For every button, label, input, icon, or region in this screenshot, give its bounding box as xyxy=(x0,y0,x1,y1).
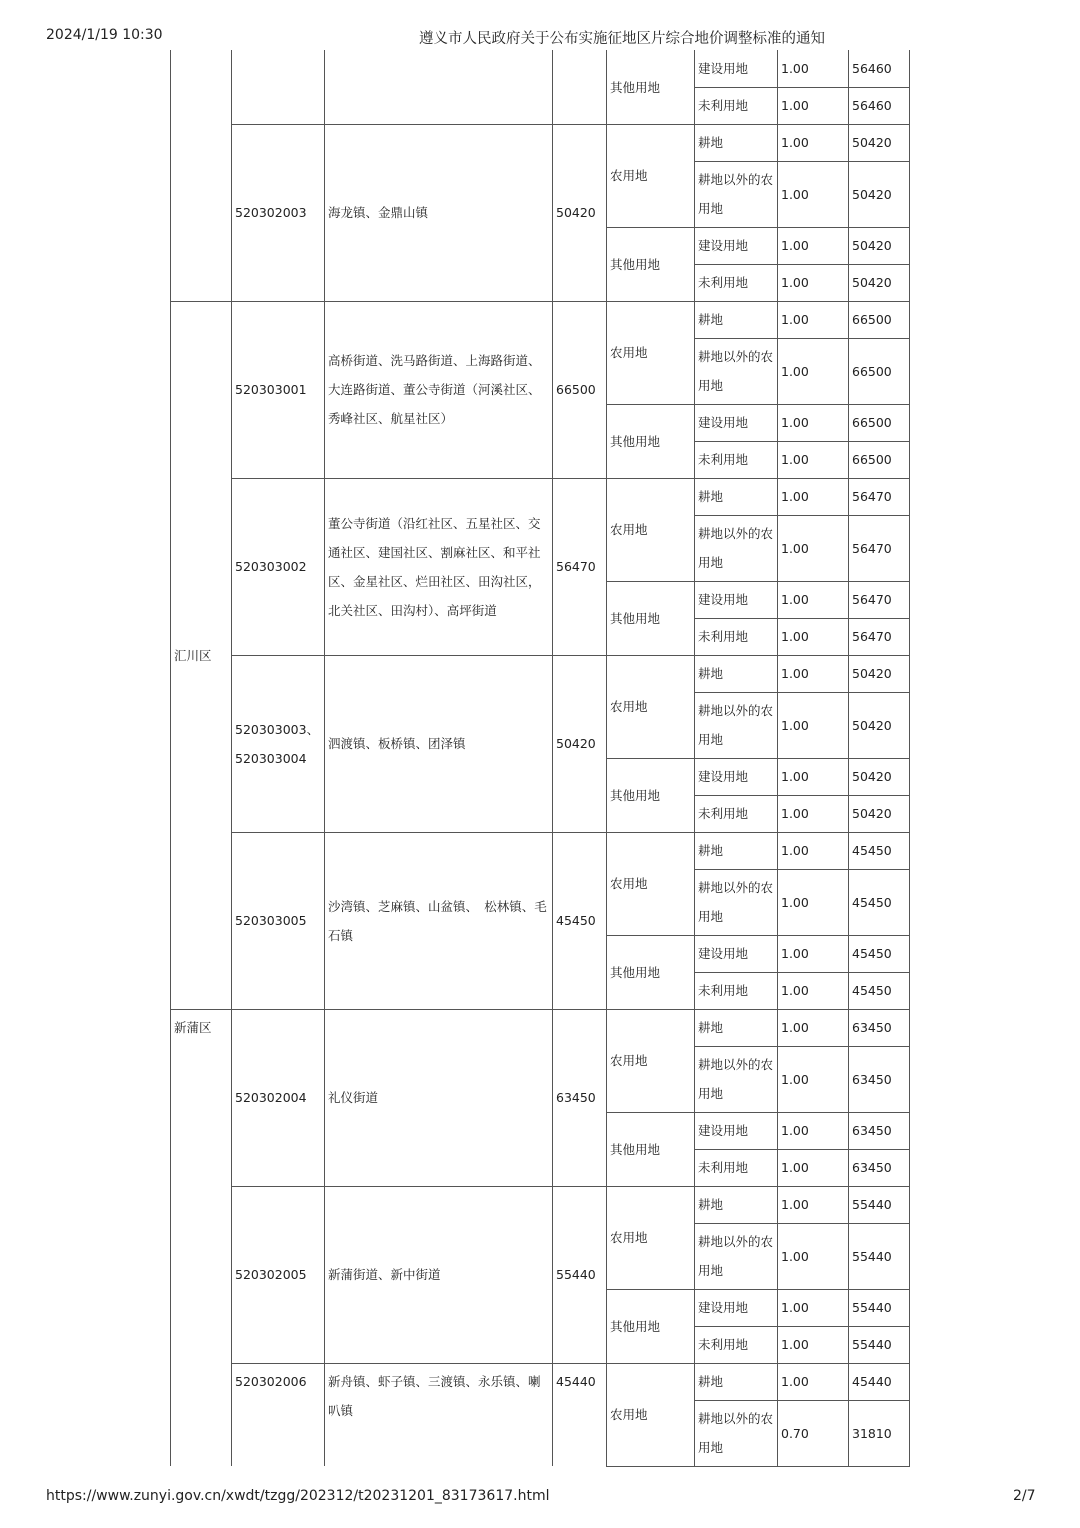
coefficient-cell xyxy=(777,441,848,478)
category-cell-text: 其他用地 xyxy=(610,1318,661,1334)
coefficient-cell-text: 1.00 xyxy=(781,452,809,467)
coefficient-cell xyxy=(777,227,848,264)
land-type-cell xyxy=(694,1223,777,1289)
coefficient-cell-text: 1.00 xyxy=(781,843,809,858)
value-cell xyxy=(848,404,909,441)
category-cell xyxy=(606,655,694,758)
value-cell-text: 66500 xyxy=(852,363,892,379)
code-cell xyxy=(231,1363,324,1466)
value-cell-text: 45450 xyxy=(852,843,892,858)
land-type-cell-text: 耕地 xyxy=(698,1197,724,1212)
category-cell xyxy=(606,301,694,404)
value-cell xyxy=(848,50,909,87)
area-cell-text: 新蒲街道、新中街道 xyxy=(328,1267,441,1282)
land-type-cell xyxy=(694,972,777,1009)
coefficient-cell xyxy=(777,264,848,301)
code-cell-text: 520302005 xyxy=(235,1267,307,1282)
coefficient-cell xyxy=(777,758,848,795)
code-cell xyxy=(231,478,324,655)
land-type-cell xyxy=(694,264,777,301)
land-type-cell-text: 未利用地 xyxy=(698,983,749,998)
category-cell-text: 农用地 xyxy=(610,1053,648,1068)
land-type-cell xyxy=(694,87,777,124)
price-cell xyxy=(552,50,606,124)
coefficient-cell xyxy=(777,618,848,655)
value-cell xyxy=(848,161,909,227)
value-cell xyxy=(848,1112,909,1149)
code-cell xyxy=(231,1009,324,1186)
land-type-cell xyxy=(694,581,777,618)
value-cell-text: 31810 xyxy=(852,1425,892,1441)
land-type-cell xyxy=(694,869,777,935)
coefficient-cell xyxy=(777,972,848,1009)
category-cell xyxy=(606,478,694,581)
area-cell xyxy=(324,1363,552,1466)
land-type-cell xyxy=(694,1400,777,1466)
code-cell xyxy=(231,832,324,1009)
land-type-cell-text: 耕地 xyxy=(698,312,724,327)
value-cell xyxy=(848,1326,909,1363)
value-cell-text: 56460 xyxy=(852,98,892,113)
coefficient-cell xyxy=(777,1149,848,1186)
coefficient-cell-text: 1.00 xyxy=(781,1248,809,1264)
district-cell xyxy=(170,1009,231,1466)
land-type-cell xyxy=(694,1186,777,1223)
land-type-cell xyxy=(694,1112,777,1149)
land-type-cell xyxy=(694,1326,777,1363)
land-type-cell-text: 未利用地 xyxy=(698,275,749,290)
value-cell xyxy=(848,692,909,758)
area-cell xyxy=(324,1009,552,1186)
area-cell xyxy=(324,832,552,1009)
value-cell xyxy=(848,935,909,972)
category-cell-text: 农用地 xyxy=(610,876,648,891)
category-cell-text: 其他用地 xyxy=(610,610,661,626)
value-cell xyxy=(848,795,909,832)
land-type-cell xyxy=(694,338,777,404)
value-cell-text: 45450 xyxy=(852,983,892,998)
land-type-cell xyxy=(694,441,777,478)
value-cell-text: 50420 xyxy=(852,135,892,150)
page-title: 遵义市人民政府关于公布实施征地区片综合地价调整标准的通知 xyxy=(419,31,825,47)
district-cell-text: 汇川区 xyxy=(174,647,212,663)
land-type-cell-text: 未利用地 xyxy=(698,806,749,821)
price-cell-text: 45450 xyxy=(556,913,596,928)
land-type-cell-text: 耕地以外的农用地 xyxy=(698,349,774,393)
coefficient-cell-text: 1.00 xyxy=(781,312,809,327)
land-type-cell xyxy=(694,515,777,581)
value-cell-text: 56470 xyxy=(852,592,892,607)
coefficient-cell xyxy=(777,1112,848,1149)
land-type-cell xyxy=(694,301,777,338)
land-type-cell-text: 耕地 xyxy=(698,843,724,858)
coefficient-cell xyxy=(777,655,848,692)
coefficient-cell xyxy=(777,301,848,338)
coefficient-cell-text: 1.00 xyxy=(781,1374,809,1389)
coefficient-cell-text: 1.00 xyxy=(781,769,809,784)
coefficient-cell-text: 1.00 xyxy=(781,363,809,379)
area-cell-text: 海龙镇、金鼎山镇 xyxy=(328,205,429,220)
land-type-cell-text: 未利用地 xyxy=(698,452,749,467)
coefficient-cell-text: 1.00 xyxy=(781,489,809,504)
value-cell-text: 50420 xyxy=(852,806,892,821)
land-type-cell-text: 建设用地 xyxy=(698,238,749,253)
value-cell xyxy=(848,515,909,581)
category-cell xyxy=(606,935,694,1009)
category-cell-text: 农用地 xyxy=(610,168,648,183)
coefficient-cell xyxy=(777,1363,848,1400)
land-type-cell-text: 建设用地 xyxy=(698,1123,749,1138)
land-type-cell xyxy=(694,1363,777,1400)
code-cell xyxy=(231,124,324,301)
value-cell-text: 55440 xyxy=(852,1337,892,1352)
code-cell-text: 520303002 xyxy=(235,559,307,574)
land-type-cell-text: 未利用地 xyxy=(698,98,749,113)
land-type-cell-text: 建设用地 xyxy=(698,1300,749,1315)
area-cell xyxy=(324,124,552,301)
land-type-cell-text: 耕地 xyxy=(698,135,724,150)
land-type-cell xyxy=(694,935,777,972)
value-cell xyxy=(848,581,909,618)
coefficient-cell-text: 1.00 xyxy=(781,666,809,681)
value-cell-text: 50420 xyxy=(852,238,892,253)
value-cell xyxy=(848,1289,909,1326)
value-cell xyxy=(848,124,909,161)
coefficient-cell xyxy=(777,1186,848,1223)
value-cell xyxy=(848,1046,909,1112)
land-type-cell-text: 建设用地 xyxy=(698,946,749,961)
value-cell xyxy=(848,655,909,692)
code-cell-text: 520302003 xyxy=(235,205,307,220)
area-cell-text: 高桥街道、洗马路街道、上海路街道、大连路街道、董公寺街道（河溪社区、秀峰社区、航星社区） xyxy=(328,353,541,426)
value-cell xyxy=(848,869,909,935)
coefficient-cell xyxy=(777,869,848,935)
coefficient-cell xyxy=(777,832,848,869)
land-type-cell xyxy=(694,655,777,692)
land-type-cell-text: 建设用地 xyxy=(698,61,749,76)
land-type-cell-text: 耕地 xyxy=(698,666,724,681)
area-cell xyxy=(324,655,552,832)
coefficient-cell xyxy=(777,1400,848,1466)
coefficient-cell xyxy=(777,1326,848,1363)
land-type-cell-text: 未利用地 xyxy=(698,1160,749,1175)
coefficient-cell-text: 1.00 xyxy=(781,275,809,290)
land-type-cell-text: 建设用地 xyxy=(698,769,749,784)
price-cell xyxy=(552,478,606,655)
coefficient-cell-text: 1.00 xyxy=(781,717,809,733)
category-cell-text: 农用地 xyxy=(610,522,648,537)
code-cell xyxy=(231,301,324,478)
price-cell-text: 45440 xyxy=(556,1374,596,1389)
value-cell-text: 55440 xyxy=(852,1300,892,1315)
coefficient-cell-text: 1.00 xyxy=(781,806,809,821)
land-type-cell-text: 耕地以外的农用地 xyxy=(698,172,774,216)
coefficient-cell xyxy=(777,581,848,618)
coefficient-cell-text: 1.00 xyxy=(781,415,809,430)
category-cell-text: 其他用地 xyxy=(610,1141,661,1157)
land-type-cell xyxy=(694,618,777,655)
value-cell xyxy=(848,972,909,1009)
price-cell xyxy=(552,124,606,301)
value-cell-text: 66500 xyxy=(852,312,892,327)
value-cell xyxy=(848,1400,909,1466)
coefficient-cell xyxy=(777,87,848,124)
value-cell-text: 45450 xyxy=(852,894,892,910)
land-type-cell-text: 未利用地 xyxy=(698,629,749,644)
land-type-cell-text: 建设用地 xyxy=(698,592,749,607)
area-cell xyxy=(324,50,552,124)
value-cell-text: 56470 xyxy=(852,629,892,644)
value-cell-text: 50420 xyxy=(852,717,892,733)
category-cell-text: 农用地 xyxy=(610,699,648,714)
land-type-cell xyxy=(694,404,777,441)
district-cell-text: 新蒲区 xyxy=(174,1020,212,1035)
value-cell-text: 63450 xyxy=(852,1071,892,1087)
value-cell xyxy=(848,618,909,655)
coefficient-cell-text: 1.00 xyxy=(781,894,809,910)
print-date: 2024/1/19 10:30 xyxy=(46,27,163,43)
category-cell-text: 其他用地 xyxy=(610,787,661,803)
value-cell-text: 55440 xyxy=(852,1197,892,1212)
coefficient-cell-text: 1.00 xyxy=(781,1197,809,1212)
value-cell xyxy=(848,301,909,338)
coefficient-cell-text: 1.00 xyxy=(781,983,809,998)
land-type-cell xyxy=(694,832,777,869)
price-cell-text: 55440 xyxy=(556,1267,596,1282)
coefficient-cell-text: 1.00 xyxy=(781,1123,809,1138)
area-cell-text: 董公寺街道（沿红社区、五星社区、交通社区、建国社区、割麻社区、和平社区、金星社区、烂田社区、田沟社区，北关社区、田沟村）、高坪街道 xyxy=(328,515,541,618)
land-type-cell-text: 耕地以外的农用地 xyxy=(698,526,774,570)
price-cell-text: 66500 xyxy=(556,382,596,397)
value-cell-text: 50420 xyxy=(852,666,892,681)
coefficient-cell-text: 0.70 xyxy=(781,1425,809,1441)
category-cell xyxy=(606,1289,694,1363)
value-cell xyxy=(848,1009,909,1046)
category-cell xyxy=(606,1112,694,1186)
price-cell-text: 50420 xyxy=(556,736,596,751)
value-cell-text: 63450 xyxy=(852,1160,892,1175)
table-border xyxy=(909,50,910,1467)
value-cell xyxy=(848,1363,909,1400)
land-type-cell xyxy=(694,227,777,264)
coefficient-cell-text: 1.00 xyxy=(781,1071,809,1087)
coefficient-cell xyxy=(777,50,848,87)
coefficient-cell xyxy=(777,692,848,758)
coefficient-cell-text: 1.00 xyxy=(781,135,809,150)
value-cell-text: 63450 xyxy=(852,1123,892,1138)
category-cell xyxy=(606,1009,694,1112)
code-cell-text: 520302004 xyxy=(235,1090,307,1105)
value-cell xyxy=(848,264,909,301)
category-cell xyxy=(606,227,694,301)
price-cell xyxy=(552,655,606,832)
value-cell xyxy=(848,832,909,869)
coefficient-cell xyxy=(777,338,848,404)
coefficient-cell-text: 1.00 xyxy=(781,946,809,961)
coefficient-cell-text: 1.00 xyxy=(781,61,809,76)
coefficient-cell-text: 1.00 xyxy=(781,1337,809,1352)
value-cell-text: 66500 xyxy=(852,415,892,430)
value-cell-text: 50420 xyxy=(852,275,892,290)
land-type-cell-text: 未利用地 xyxy=(698,1337,749,1352)
area-cell xyxy=(324,1186,552,1363)
coefficient-cell-text: 1.00 xyxy=(781,98,809,113)
coefficient-cell-text: 1.00 xyxy=(781,540,809,556)
table-border xyxy=(606,1466,910,1467)
land-type-cell-text: 建设用地 xyxy=(698,415,749,430)
coefficient-cell-text: 1.00 xyxy=(781,238,809,253)
value-cell xyxy=(848,1223,909,1289)
category-cell-text: 其他用地 xyxy=(610,433,661,449)
land-type-cell xyxy=(694,124,777,161)
price-cell xyxy=(552,832,606,1009)
coefficient-cell-text: 1.00 xyxy=(781,592,809,607)
land-type-cell-text: 耕地 xyxy=(698,489,724,504)
value-cell xyxy=(848,758,909,795)
land-type-cell xyxy=(694,478,777,515)
coefficient-cell-text: 1.00 xyxy=(781,629,809,644)
coefficient-cell-text: 1.00 xyxy=(781,1020,809,1035)
land-type-cell xyxy=(694,1009,777,1046)
area-cell-text: 新舟镇、虾子镇、三渡镇、永乐镇、喇叭镇 xyxy=(328,1374,541,1418)
value-cell xyxy=(848,1186,909,1223)
coefficient-cell xyxy=(777,1046,848,1112)
price-cell xyxy=(552,1363,606,1466)
land-type-cell xyxy=(694,692,777,758)
value-cell-text: 55440 xyxy=(852,1248,892,1264)
value-cell-text: 66500 xyxy=(852,452,892,467)
coefficient-cell xyxy=(777,515,848,581)
code-cell-text: 520303001 xyxy=(235,382,307,397)
category-cell xyxy=(606,50,694,124)
value-cell-text: 56470 xyxy=(852,540,892,556)
code-cell xyxy=(231,1186,324,1363)
category-cell xyxy=(606,758,694,832)
land-type-cell-text: 耕地以外的农用地 xyxy=(698,1411,774,1455)
category-cell xyxy=(606,1363,694,1466)
value-cell xyxy=(848,441,909,478)
area-cell-text: 礼仪街道 xyxy=(328,1090,379,1105)
price-cell xyxy=(552,301,606,478)
category-cell-text: 农用地 xyxy=(610,1230,648,1245)
value-cell-text: 56470 xyxy=(852,489,892,504)
price-cell-text: 50420 xyxy=(556,205,596,220)
coefficient-cell xyxy=(777,1289,848,1326)
value-cell-text: 56460 xyxy=(852,61,892,76)
land-type-cell xyxy=(694,50,777,87)
value-cell-text: 50420 xyxy=(852,186,892,202)
page-url[interactable]: https://www.zunyi.gov.cn/xwdt/tzgg/202312/t20231201_83173617.html xyxy=(46,1488,550,1504)
land-type-cell-text: 耕地 xyxy=(698,1020,724,1035)
coefficient-cell-text: 1.00 xyxy=(781,1160,809,1175)
land-type-cell-text: 耕地以外的农用地 xyxy=(698,880,774,924)
code-cell xyxy=(231,655,324,832)
value-cell xyxy=(848,227,909,264)
coefficient-cell xyxy=(777,124,848,161)
coefficient-cell-text: 1.00 xyxy=(781,186,809,202)
area-cell-text: 沙湾镇、芝麻镇、山盆镇、 松林镇、毛石镇 xyxy=(328,898,547,943)
land-type-cell xyxy=(694,795,777,832)
value-cell-text: 45440 xyxy=(852,1374,892,1389)
land-type-cell xyxy=(694,1149,777,1186)
land-type-cell-text: 耕地以外的农用地 xyxy=(698,703,774,747)
coefficient-cell xyxy=(777,935,848,972)
code-cell-text: 520303003、520303004 xyxy=(235,721,320,766)
category-cell-text: 其他用地 xyxy=(610,256,661,272)
code-cell-text: 520303005 xyxy=(235,913,307,928)
coefficient-cell xyxy=(777,1223,848,1289)
value-cell-text: 45450 xyxy=(852,946,892,961)
district-cell xyxy=(170,301,231,1009)
value-cell xyxy=(848,87,909,124)
value-cell-text: 63450 xyxy=(852,1020,892,1035)
area-cell xyxy=(324,301,552,478)
area-cell xyxy=(324,478,552,655)
category-cell-text: 其他用地 xyxy=(610,964,661,980)
land-type-cell-text: 耕地以外的农用地 xyxy=(698,1057,774,1101)
category-cell xyxy=(606,581,694,655)
price-cell-text: 63450 xyxy=(556,1090,596,1105)
code-cell xyxy=(231,50,324,124)
value-cell xyxy=(848,338,909,404)
coefficient-cell-text: 1.00 xyxy=(781,1300,809,1315)
value-cell-text: 50420 xyxy=(852,769,892,784)
land-type-cell xyxy=(694,1046,777,1112)
category-cell xyxy=(606,404,694,478)
value-cell xyxy=(848,478,909,515)
coefficient-cell xyxy=(777,478,848,515)
code-cell-text: 520302006 xyxy=(235,1374,307,1389)
coefficient-cell xyxy=(777,161,848,227)
price-cell-text: 56470 xyxy=(556,559,596,574)
land-type-cell-text: 耕地以外的农用地 xyxy=(698,1234,774,1278)
price-cell xyxy=(552,1186,606,1363)
category-cell xyxy=(606,124,694,227)
category-cell xyxy=(606,1186,694,1289)
coefficient-cell xyxy=(777,404,848,441)
category-cell xyxy=(606,832,694,935)
category-cell-text: 其他用地 xyxy=(610,79,661,95)
page-number: 2/7 xyxy=(1013,1488,1036,1504)
land-type-cell xyxy=(694,758,777,795)
category-cell-text: 农用地 xyxy=(610,345,648,360)
price-cell xyxy=(552,1009,606,1186)
coefficient-cell xyxy=(777,1009,848,1046)
land-type-cell xyxy=(694,161,777,227)
land-type-cell-text: 耕地 xyxy=(698,1374,724,1389)
category-cell-text: 农用地 xyxy=(610,1407,648,1422)
land-type-cell xyxy=(694,1289,777,1326)
coefficient-cell xyxy=(777,795,848,832)
value-cell xyxy=(848,1149,909,1186)
area-cell-text: 泗渡镇、板桥镇、团泽镇 xyxy=(328,736,466,751)
